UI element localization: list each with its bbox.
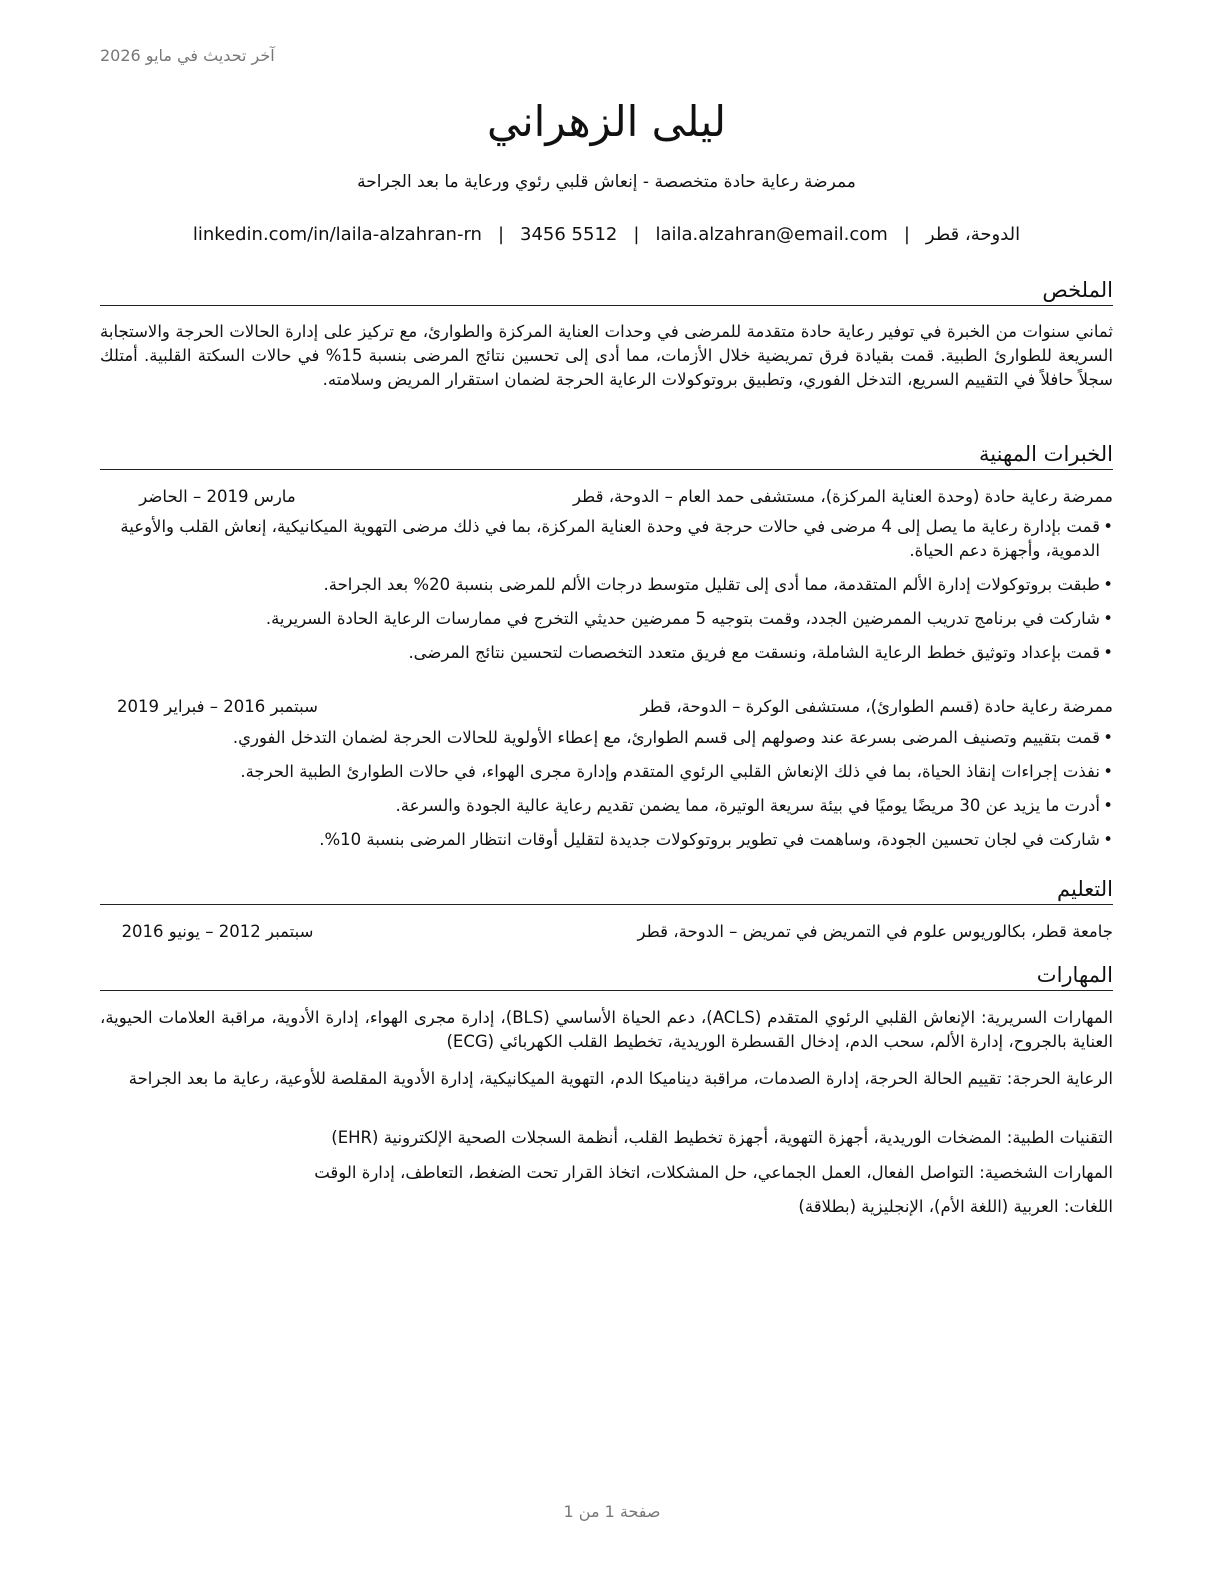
education-degree: جامعة قطر، بكالوريوس علوم في التمريض في تمريض – الدوحة، قطر bbox=[637, 922, 1113, 941]
list-item: • قمت بإدارة رعاية ما يصل إلى 4 مرضى في حالات حرجة في وحدة العناية المركزة، بما في ذلك مرضى التهوية الميكانيكية، إنعاش القلب والأوعية الدموية، وأجهزة دعم الحياة. bbox=[100, 515, 1113, 563]
education-entry bbox=[100, 920, 1113, 944]
experience-heading: الخبرات المهنية bbox=[100, 440, 1113, 470]
job-header bbox=[100, 485, 1113, 509]
list-item: • شاركت في لجان تحسين الجودة، وساهمت في تطوير بروتوكولات جديدة لتقليل أوقات انتظار المرضى بنسبة 10%. bbox=[100, 828, 1113, 852]
job-dates: مارس 2019 – الحاضر bbox=[139, 487, 296, 506]
list-item: • قمت بإعداد وتوثيق خطط الرعاية الشاملة، ونسقت مع فريق متعدد التخصصات لتحسين نتائج المرضى. bbox=[100, 641, 1113, 665]
contact-phone: 3456 5512 bbox=[520, 224, 618, 245]
skills-soft: المهارات الشخصية: التواصل الفعال، العمل الجماعي، حل المشكلات، اتخاذ القرار تحت الضغط، التعاطف، إدارة الوقت bbox=[314, 1163, 1113, 1182]
skills-clinical: المهارات السريرية: الإنعاش القلبي الرئوي المتقدم (ACLS)، دعم الحياة الأساسي (BLS)، إدارة مجرى الهواء، إدارة الأدوية، مراقبة العلامات الحيوية، العناية بالجروح، إدارة الألم، سحب الدم، إدخال القسطرة الوريدية، تخطيط القلب الكهربائي (ECG) bbox=[100, 1008, 1113, 1051]
candidate-name: ليلى الزهراني bbox=[486, 97, 727, 146]
job-dates: سبتمبر 2016 – فبراير 2019 bbox=[117, 697, 318, 716]
list-item: • شاركت في برنامج تدريب الممرضين الجدد، وقمت بتوجيه 5 ممرضين حديثي التخرج في ممارسات الرعاية الحادة السريرية. bbox=[100, 607, 1113, 631]
page-number: صفحة 1 من 1 bbox=[563, 1502, 661, 1521]
job-title: ممرضة رعاية حادة (قسم الطوارئ)، مستشفى الوكرة – الدوحة، قطر bbox=[640, 697, 1113, 716]
list-item: • أدرت ما يزيد عن 30 مريضًا يوميًا في بيئة سريعة الوتيرة، مما يضمن تقديم رعاية عالية الجودة والسرعة. bbox=[100, 794, 1113, 818]
skills-languages: اللغات: العربية (اللغة الأم)، الإنجليزية (بطلاقة) bbox=[798, 1197, 1113, 1216]
skills-critical-care: الرعاية الحرجة: تقييم الحالة الحرجة، إدارة الصدمات، مراقبة ديناميكا الدم، التهوية الميكانيكية، إدارة الأدوية المقلصة للأوعية، رعاية ما بعد الجراحة bbox=[128, 1069, 1113, 1088]
list-item: • طبقت بروتوكولات إدارة الألم المتقدمة، مما أدى إلى تقليل متوسط درجات الألم للمرضى بنسبة 20% بعد الجراحة. bbox=[100, 573, 1113, 597]
last-updated-note: آخر تحديث في مايو 2026 bbox=[100, 46, 275, 65]
contact-separator: | bbox=[633, 224, 640, 245]
summary-text: ثماني سنوات من الخبرة في توفير رعاية حادة متقدمة للمرضى في وحدات العناية المركزة والطوارئ، مع تركيز على إدارة الحالات الحرجة والاستجابة السريعة للطوارئ الطبية. قمت بقيادة فرق تمريضية خلال الأزمات، مما أدى إلى تحسين نتائج المرضى بنسبة 15% في حالات السكتة القلبية. أمتلك سجلاً حافلاً في التقييم السريع، التدخل الفوري، وتطبيق بروتوكولات الرعاية الحرجة لضمان استقرار المريض وسلامته. bbox=[100, 322, 1113, 389]
job-title: ممرضة رعاية حادة (وحدة العناية المركزة)، مستشفى حمد العام – الدوحة، قطر bbox=[572, 487, 1113, 506]
education-dates: سبتمبر 2012 – يونيو 2016 bbox=[121, 922, 314, 941]
job-bullets bbox=[100, 515, 1113, 675]
job-header bbox=[100, 695, 1113, 719]
contact-location: الدوحة، قطر bbox=[925, 224, 1021, 245]
education-heading: التعليم bbox=[100, 875, 1113, 905]
skills-technology: التقنيات الطبية: المضخات الوريدية، أجهزة التهوية، أجهزة تخطيط القلب، أنظمة السجلات الصحية الإلكترونية (EHR) bbox=[331, 1128, 1113, 1147]
list-item: • قمت بتقييم وتصنيف المرضى بسرعة عند وصولهم إلى قسم الطوارئ، مع إعطاء الأولوية للحالات الحرجة لضمان التدخل الفوري. bbox=[100, 726, 1113, 750]
skills-heading: المهارات bbox=[100, 961, 1113, 991]
contact-linkedin[interactable]: linkedin.com/in/laila-alzahran-rn bbox=[192, 224, 482, 245]
summary-heading: الملخص bbox=[100, 276, 1113, 306]
contact-separator: | bbox=[497, 224, 505, 245]
list-item: • نفذت إجراءات إنقاذ الحياة، بما في ذلك الإنعاش القلبي الرئوي المتقدم وإدارة مجرى الهواء، في حالات الطوارئ الطبية الحرجة. bbox=[100, 760, 1113, 784]
contact-email[interactable]: laila.alzahran@email.com bbox=[655, 224, 888, 245]
contact-line bbox=[100, 222, 1113, 248]
candidate-title: ممرضة رعاية حادة متخصصة - إنعاش قلبي رئوي ورعاية ما بعد الجراحة bbox=[357, 172, 856, 192]
job-bullets bbox=[100, 726, 1113, 862]
contact-separator: | bbox=[903, 224, 910, 245]
